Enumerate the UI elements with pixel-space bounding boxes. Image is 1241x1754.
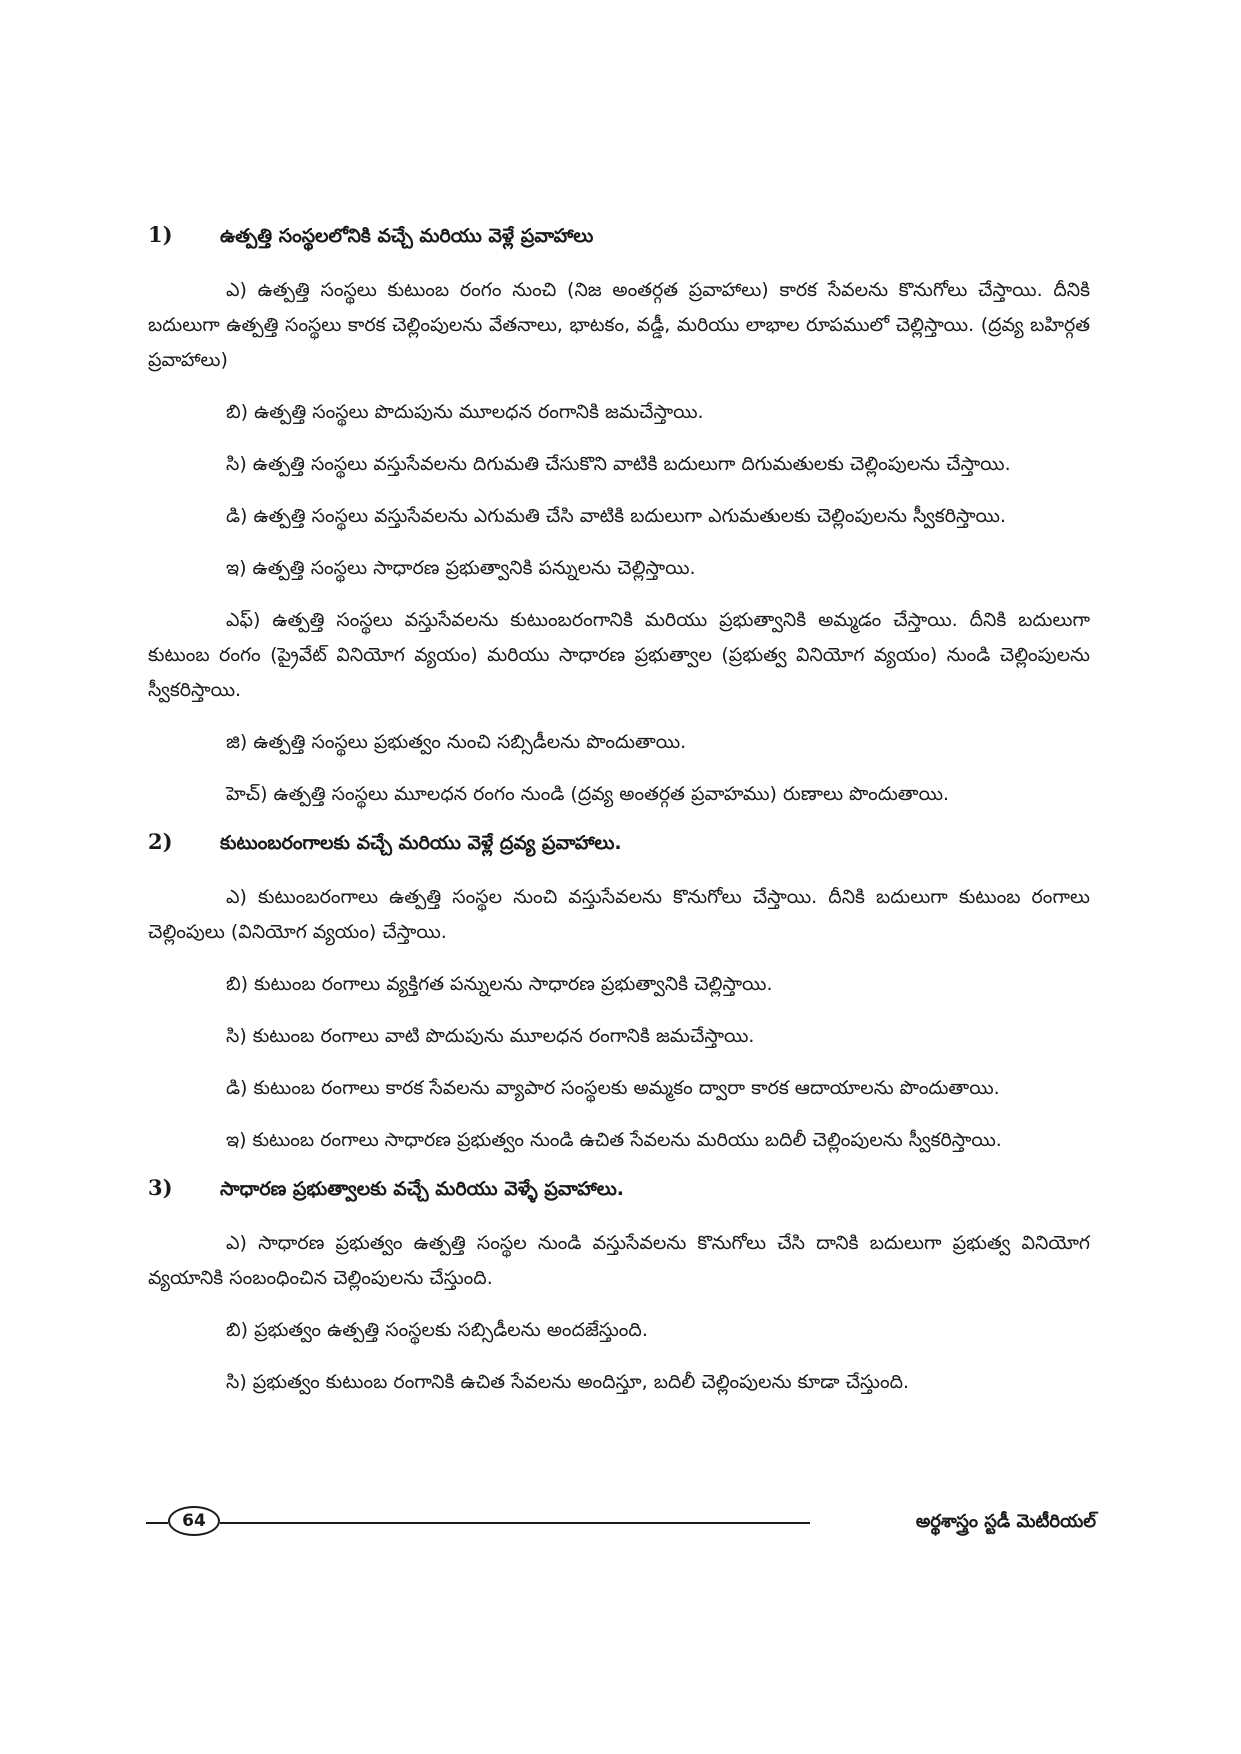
paragraph: బి) కుటుంబ రంగాలు వ్యక్తిగత పన్నులను సాధారణ ప్రభుత్వానికి చెల్లిస్తాయి. [226,973,773,995]
paragraph: సి) ఉత్పత్తి సంస్థలు వస్తుసేవలను దిగుమతి చేసుకొని వాటికి బదులుగా దిగుమతులకు చెల్లింపులను చేస్తాయి. [226,453,1011,475]
section-heading [148,222,1090,249]
section-number: 1) [148,222,173,247]
footer-book-title: అర్థశాస్త్రం స్టడీ మెటీరియల్ [915,1511,1096,1532]
paragraph: బి) ఉత్పత్తి సంస్థలు పొదుపును మూలధన రంగానికి జమచేస్తాయి. [226,401,704,423]
section-2 [148,829,1090,1158]
paragraph: ఎ) సాధారణ ప్రభుత్వం ఉత్పత్తి సంస్థల నుండి వస్తుసేవలను కొనుగోలు చేసి దానికి బదులుగా ప్రభుత్వ వినియోగ వ్యయానికి సంబంధించిన చెల్లింపులను చేస్తుంది. [148,1232,1090,1289]
section-heading [148,1175,1090,1202]
footer-rule-left [146,1522,168,1524]
paragraph: ఎ) కుటుంబరంగాలు ఉత్పత్తి సంస్థల నుంచి వస్తుసేవలను కొనుగోలు చేస్తాయి. దీనికి బదులుగా కుటుంబ రంగాలు చెల్లింపులు (వినియోగ వ్యయం) చేస్తాయి. [148,886,1090,943]
paragraph: ఎఫ్) ఉత్పత్తి సంస్థలు వస్తుసేవలను కుటుంబరంగానికి మరియు ప్రభుత్వానికి అమ్మడం చేస్తాయి. దీనికి బదులుగా కుటుంబ రంగం (ప్రైవేట్ వినియోగ వ్యయం) మరియు సాధారణ ప్రభుత్వాల (ప్రభుత్వ వినియోగ వ్యయం) నుండి చెల్లింపులను స్వీకరిస్తాయి. [148,609,1090,701]
paragraph: సి) కుటుంబ రంగాలు వాటి పొదుపును మూలధన రంగానికి జమచేస్తాయి. [226,1025,755,1047]
paragraph: ఇ) ఉత్పత్తి సంస్థలు సాధారణ ప్రభుత్వానికి పన్నులను చెల్లిస్తాయి. [226,557,696,579]
paragraph: సి) ప్రభుత్వం కుటుంబ రంగానికి ఉచిత సేవలను అందిస్తూ, బదిలీ చెల్లింపులను కూడా చేస్తుంది. [226,1371,910,1393]
section-title: ఉత్పత్తి సంస్థలలోనికి వచ్చే మరియు వెళ్లే ప్రవాహాలు [220,225,594,247]
section-number: 3) [148,1175,173,1200]
paragraph: జి) ఉత్పత్తి సంస్థలు ప్రభుత్వం నుంచి సబ్సిడీలను పొందుతాయి. [226,731,687,753]
paragraph: బి) ప్రభుత్వం ఉత్పత్తి సంస్థలకు సబ్సిడీలను అందజేస్తుంది. [226,1319,648,1341]
paragraph: హెచ్) ఉత్పత్తి సంస్థలు మూలధన రంగం నుండి (ద్రవ్య అంతర్గత ప్రవాహము) రుణాలు పొందుతాయి. [226,783,950,805]
section-3 [148,1175,1090,1400]
paragraph: డి) కుటుంబ రంగాలు కారక సేవలను వ్యాపార సంస్థలకు అమ్మకం ద్వారా కారక ఆదాయాలను పొందుతాయి. [226,1077,1000,1099]
footer-rule [220,1522,810,1524]
page-footer [146,1504,1096,1540]
paragraph: డి) ఉత్పత్తి సంస్థలు వస్తుసేవలను ఎగుమతి చేసి వాటికి బదులుగా ఎగుమతులకు చెల్లింపులను స్వీకరిస్తాయి. [226,505,1007,527]
section-heading [148,829,1090,856]
paragraph: ఇ) కుటుంబ రంగాలు సాధారణ ప్రభుత్వం నుండి ఉచిత సేవలను మరియు బదిలీ చెల్లింపులను స్వీకరిస్తాయి. [226,1129,1002,1151]
section-1 [148,222,1090,812]
paragraph: ఎ) ఉత్పత్తి సంస్థలు కుటుంబ రంగం నుంచి (నిజ అంతర్గత ప్రవాహాలు) కారక సేవలను కొనుగోలు చేస్తాయి. దీనికి బదులుగా ఉత్పత్తి సంస్థలు కారక చెల్లింపులను వేతనాలు, భాటకం, వడ్డీ, మరియు లాభాల రూపములో చెల్లిస్తాయి. (ద్రవ్య బహిర్గత ప్రవాహాలు) [148,279,1090,371]
page-content [148,222,1090,1417]
section-title: సాధారణ ప్రభుత్వాలకు వచ్చే మరియు వెళ్ళే ప్రవాహాలు. [220,1178,625,1200]
section-title: కుటుంబరంగాలకు వచ్చే మరియు వెళ్లే ద్రవ్య ప్రవాహాలు. [220,832,622,854]
section-number: 2) [148,829,173,854]
page-number-badge: 64 [168,1506,220,1536]
